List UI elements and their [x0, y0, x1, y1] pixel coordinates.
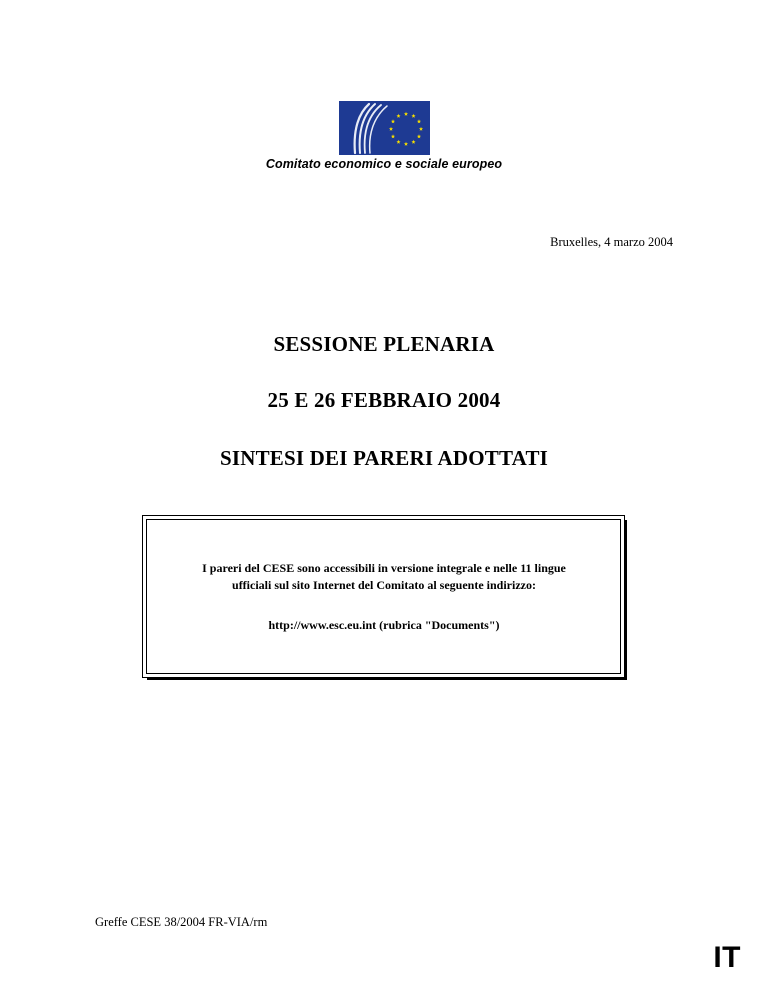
language-code: IT	[713, 941, 741, 974]
notice-box	[142, 515, 625, 678]
notice-line-1: I pareri del CESE sono accessibili in versione integrale e nelle 11 lingue	[202, 561, 566, 575]
notice-box-shadow	[147, 678, 627, 680]
summary-title: SINTESI DEI PARERI ADOTTATI	[219, 446, 549, 470]
eesc-logo-icon	[339, 101, 430, 155]
session-title: SESSIONE PLENARIA	[273, 332, 495, 356]
notice-line-2: ufficiali sul sito Internet del Comitato al seguente indirizzo:	[232, 578, 536, 592]
notice-url[interactable]: http://www.esc.eu.int (rubrica "Documents")	[268, 618, 500, 632]
notice-box-shadow	[625, 520, 627, 680]
document-date: Bruxelles, 4 marzo 2004	[550, 235, 673, 249]
session-dates: 25 E 26 FEBBRAIO 2004	[267, 388, 501, 412]
notice-box-inner-border	[146, 519, 621, 674]
organization-name: Comitato economico e sociale europeo	[265, 157, 503, 171]
document-reference: Greffe CESE 38/2004 FR-VIA/rm	[95, 915, 268, 929]
notice-text	[0, 560, 768, 594]
